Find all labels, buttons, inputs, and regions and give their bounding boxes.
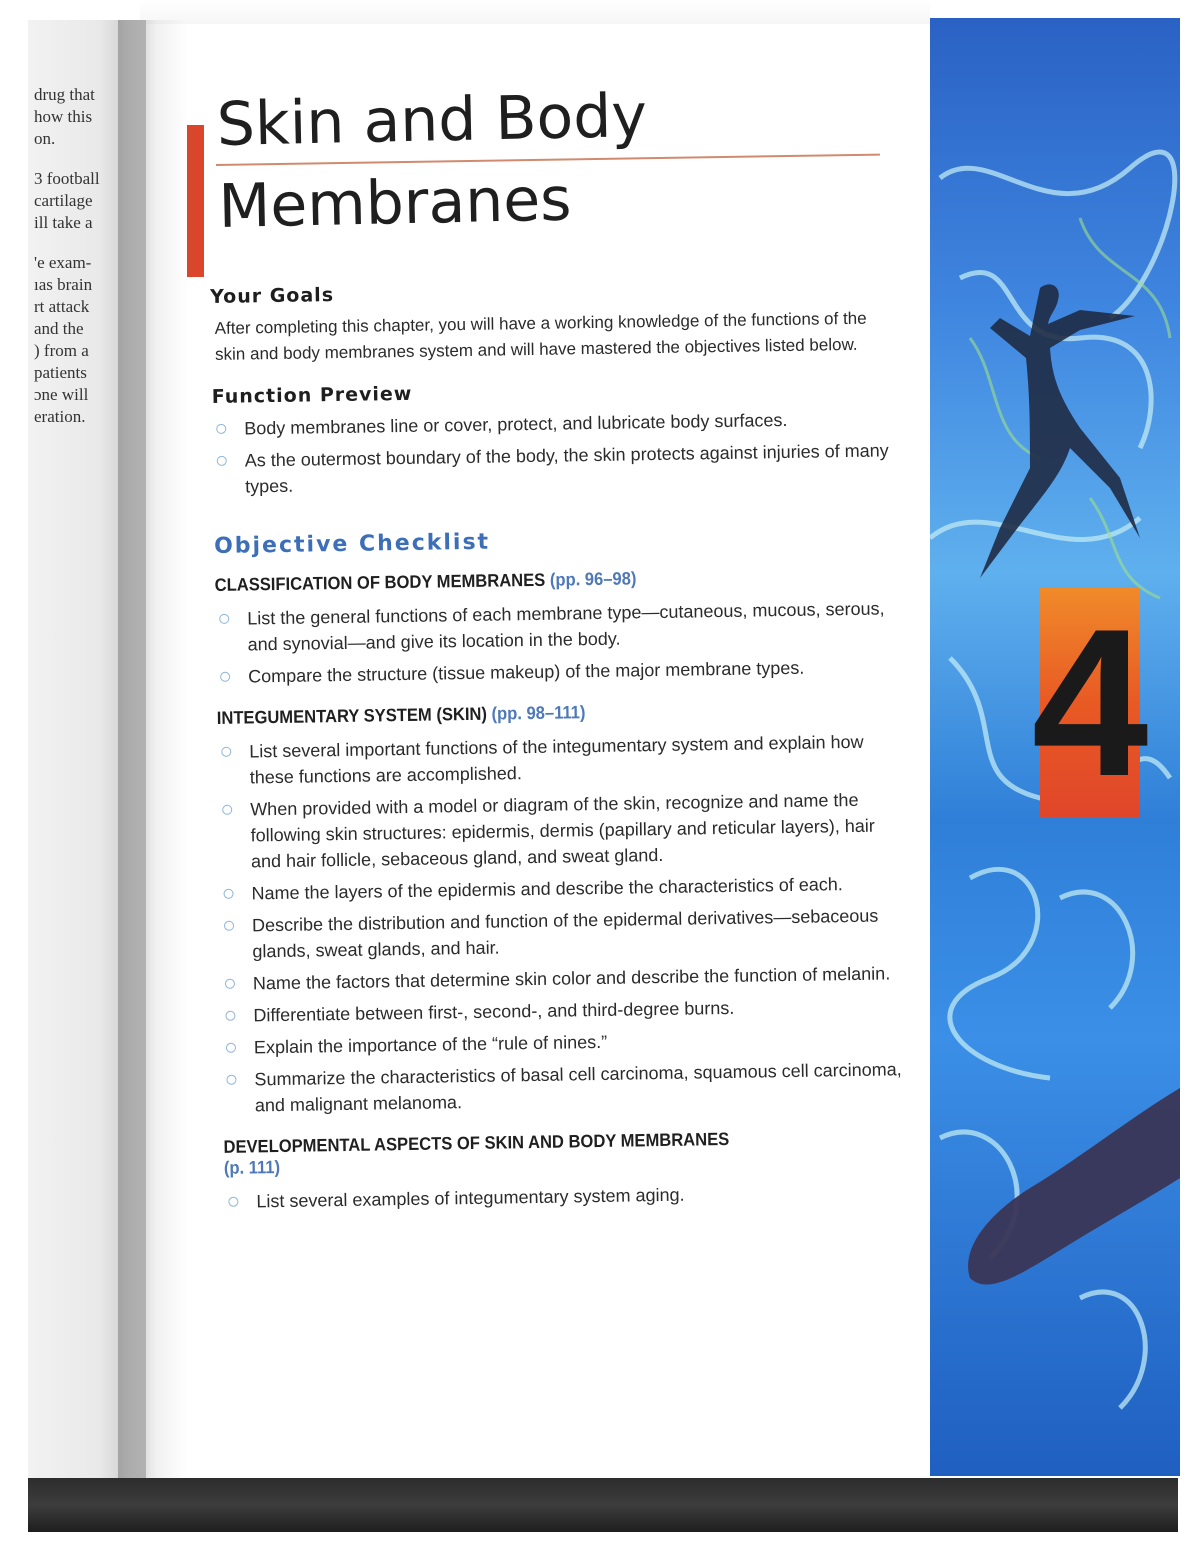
section-title: INTEGUMENTARY SYSTEM (SKIN) xyxy=(216,703,488,728)
list-item-text: Differentiate between first-, second-, and third-degree burns. xyxy=(253,997,735,1026)
list-item-text: Summarize the characteristics of basal cell carcinoma, squamous cell carcinoma, and malignant melanoma. xyxy=(254,1059,902,1116)
section-heading-integumentary xyxy=(217,698,843,729)
bullet-circle-icon xyxy=(228,1197,238,1207)
list-item xyxy=(213,437,894,500)
section-page-ref: (pp. 96–98) xyxy=(549,568,637,590)
list-item xyxy=(219,870,899,907)
objective-checklist-heading: Objective Checklist xyxy=(213,529,491,559)
list-item-text: As the outermost boundary of the body, the skin protects against injuries of many types. xyxy=(244,440,889,497)
prev-line: ıas brain xyxy=(34,275,93,294)
bullet-circle-icon xyxy=(216,424,226,434)
prev-line: cartilage xyxy=(34,191,93,210)
function-preview-heading: Function Preview xyxy=(211,382,413,408)
function-preview-list xyxy=(212,405,893,500)
lower-figure-silhouette-icon xyxy=(968,1088,1180,1284)
bullet-circle-icon xyxy=(219,614,229,624)
prev-line: rt attack xyxy=(34,297,90,316)
prev-paragraph xyxy=(34,252,114,428)
prev-line: drug that xyxy=(34,85,95,104)
list-item xyxy=(222,1024,902,1061)
prev-line: on. xyxy=(34,129,56,148)
prev-paragraph xyxy=(34,168,114,234)
list-item-text: Describe the distribution and function of the epidermal derivatives—sebaceous glands, sweat glands, and hair. xyxy=(251,905,879,962)
list-item xyxy=(217,728,898,791)
list-item-text: Compare the structure (tissue makeup) of the major membrane types. xyxy=(247,657,805,687)
title-accent-bar xyxy=(187,125,204,277)
prev-line: ) from a xyxy=(34,341,89,360)
prev-line: patients xyxy=(34,363,87,382)
prev-line: ɔne will xyxy=(34,385,89,404)
list-item-text: Explain the importance of the “rule of nines.” xyxy=(253,1031,608,1058)
chapter-title-line-1: Skin and Body xyxy=(216,80,648,160)
page-top-edge xyxy=(140,0,930,24)
bullet-circle-icon xyxy=(225,1011,235,1021)
chapter-title-line-2: Membranes xyxy=(217,164,573,242)
prev-line: eration. xyxy=(34,407,86,426)
chapter-number-badge: 4 xyxy=(1031,585,1149,820)
list-item xyxy=(216,653,896,690)
section-page-ref: (pp. 98–111) xyxy=(491,702,586,724)
prev-line: ill take a xyxy=(34,213,93,232)
bullet-circle-icon xyxy=(226,1043,236,1053)
section-page-ref: (p. 111) xyxy=(223,1157,281,1178)
section-heading-classification xyxy=(215,565,841,596)
page-bottom-edge xyxy=(28,1478,1178,1532)
checklist-integumentary xyxy=(217,728,903,1119)
checklist-classification xyxy=(215,595,896,690)
list-item-text: When provided with a model or diagram of the skin, recognize and name the following skin structures: epidermis, dermis (papillary and reticular layers), hair and hair follicle, sebaceous gland, and sweat gland. xyxy=(250,789,875,872)
section-title: CLASSIFICATION OF BODY MEMBRANES xyxy=(214,569,546,595)
bullet-circle-icon xyxy=(220,672,230,682)
chapter-opener-content xyxy=(210,275,905,1233)
bullet-circle-icon xyxy=(226,1075,236,1085)
previous-page-text xyxy=(34,84,114,446)
your-goals-heading: Your Goals xyxy=(210,284,335,308)
list-item xyxy=(221,960,901,997)
section-heading-developmental xyxy=(223,1127,849,1179)
bullet-circle-icon xyxy=(221,747,231,757)
list-item xyxy=(218,786,899,875)
prev-line: 3 football xyxy=(34,169,100,188)
list-item-text: List the general functions of each membrane type—cutaneous, mucous, serous, and synovial—and give its location in the body. xyxy=(247,598,885,655)
bullet-circle-icon xyxy=(217,456,227,466)
checklist-developmental xyxy=(224,1178,904,1215)
list-item xyxy=(221,992,901,1029)
list-item xyxy=(215,595,896,658)
your-goals-text: After completing this chapter, you will have a working knowledge of the functions of the skin and body membranes system and will have mastered the objectives listed below. xyxy=(214,308,867,364)
list-item-text: Name the factors that determine skin color and describe the function of melanin. xyxy=(252,963,891,994)
list-item-text: Name the layers of the epidermis and describe the characteristics of each. xyxy=(251,874,843,904)
bullet-circle-icon xyxy=(225,979,235,989)
book-gutter-shadow xyxy=(118,20,188,1480)
prev-line: 'e exam- xyxy=(34,253,92,272)
section-title: DEVELOPMENTAL ASPECTS OF SKIN AND BODY MEMBRANES xyxy=(223,1128,730,1157)
list-item-text: Body membranes line or cover, protect, and lubricate body surfaces. xyxy=(244,409,788,439)
prev-line: how this xyxy=(34,107,93,126)
list-item xyxy=(224,1178,904,1215)
list-item-text: List several important functions of the integumentary system and explain how these functions are accomplished. xyxy=(249,731,864,788)
bullet-circle-icon xyxy=(223,889,233,899)
bullet-circle-icon xyxy=(222,805,232,815)
list-item xyxy=(220,902,901,965)
list-item xyxy=(222,1056,903,1119)
list-item xyxy=(212,405,892,442)
prev-paragraph xyxy=(34,84,114,150)
list-item-text: List several examples of integumentary system aging. xyxy=(256,1184,685,1212)
prev-line: and the xyxy=(34,319,84,338)
bullet-circle-icon xyxy=(224,921,234,931)
